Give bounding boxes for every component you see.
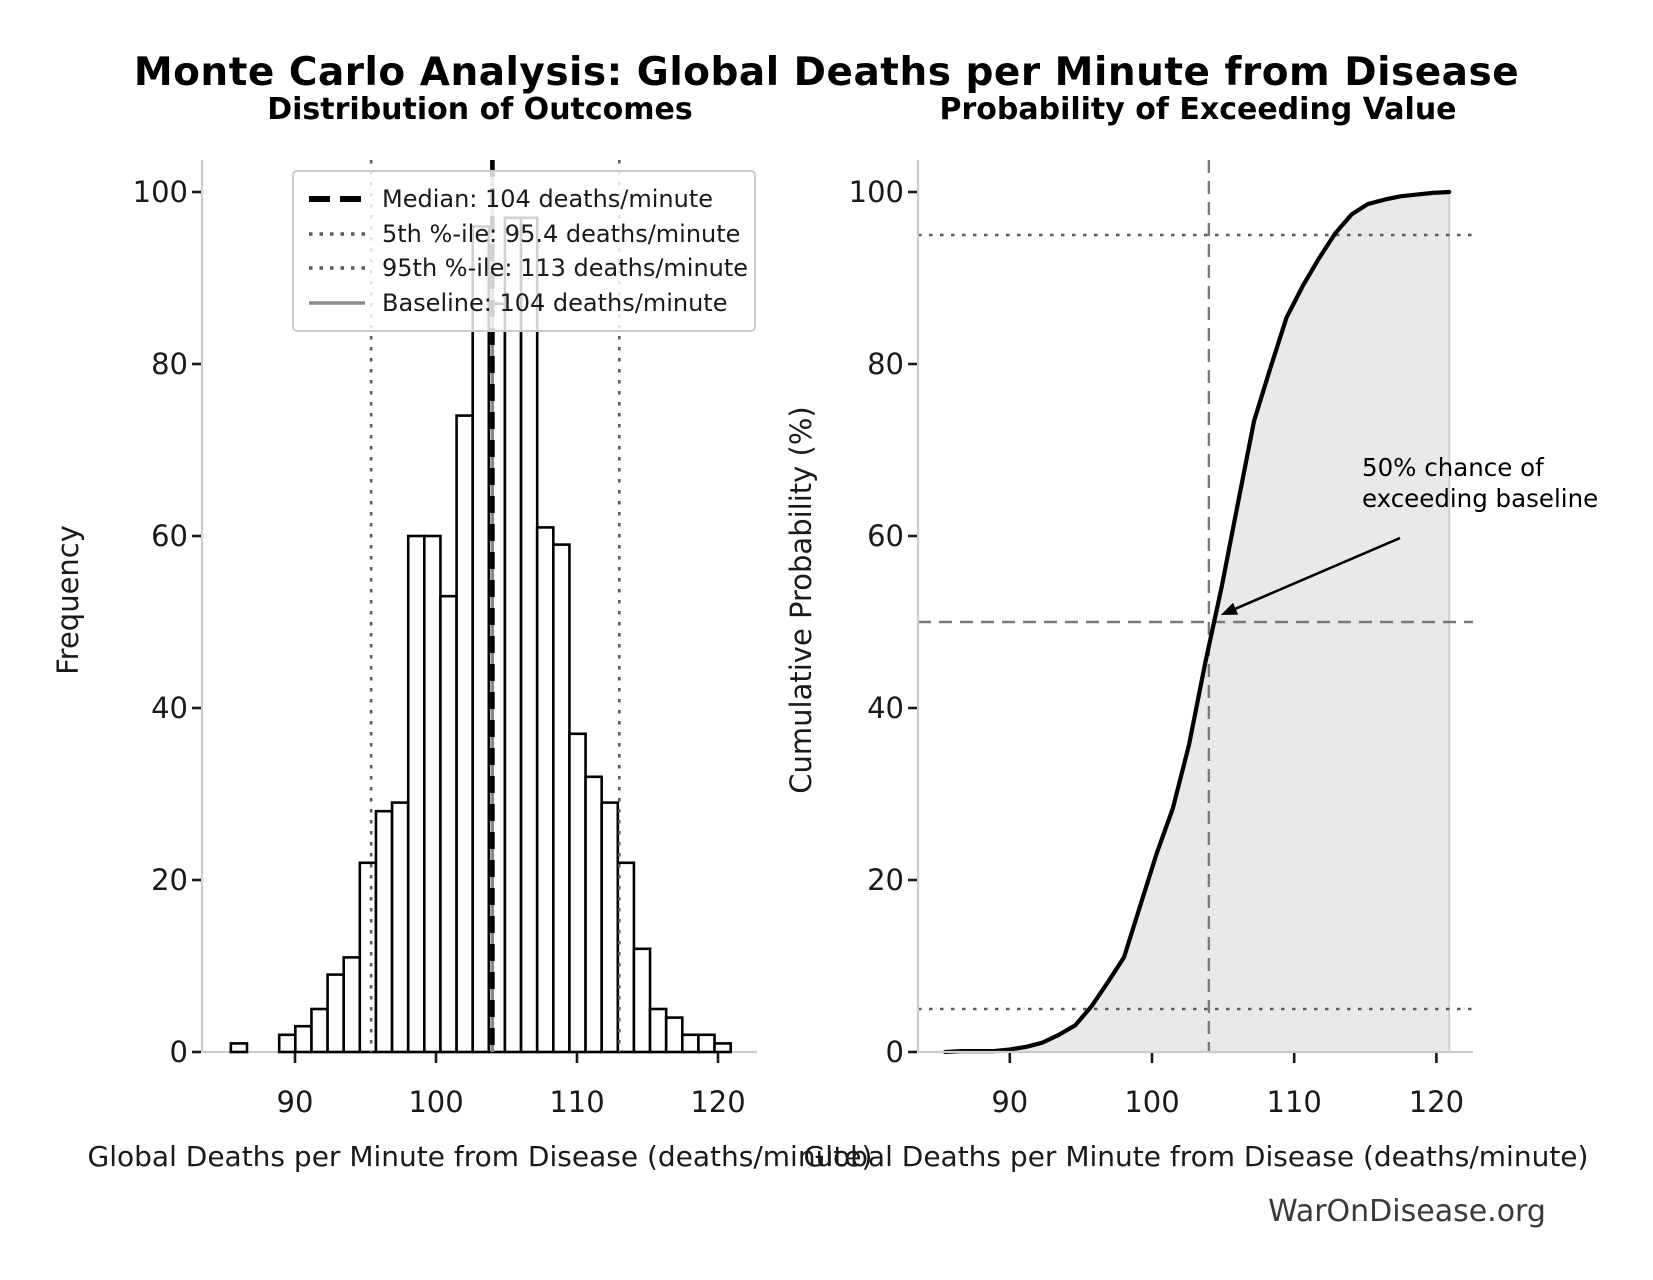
histogram-bar bbox=[440, 596, 456, 1052]
histogram-ylabel: Frequency bbox=[51, 525, 85, 675]
cdf-y-tick-label: 40 bbox=[867, 691, 904, 725]
hist-y-tick-label: 0 bbox=[169, 1035, 188, 1069]
histogram-bar bbox=[634, 949, 650, 1052]
histogram-bar bbox=[231, 1043, 247, 1052]
histogram-bar bbox=[279, 1035, 295, 1052]
histogram-bar bbox=[457, 416, 473, 1052]
histogram-bar bbox=[618, 863, 634, 1052]
hist-y-tick-label: 40 bbox=[151, 691, 188, 725]
hist-x-tick-label: 100 bbox=[408, 1085, 464, 1119]
median-line-sample-icon bbox=[308, 195, 366, 203]
cdf-x-tick-label: 110 bbox=[1266, 1085, 1322, 1119]
histogram-bar bbox=[311, 1009, 327, 1052]
histogram-legend bbox=[292, 170, 756, 332]
cdf-xlabel: Global Deaths per Minute from Disease (deaths/minute) bbox=[803, 1140, 1589, 1173]
histogram-bar bbox=[682, 1035, 698, 1052]
histogram-title: Distribution of Outcomes bbox=[267, 92, 693, 127]
hist-x-tick-label: 90 bbox=[276, 1085, 314, 1119]
legend-row-p95 bbox=[308, 251, 749, 286]
histogram-bar bbox=[553, 545, 569, 1052]
histogram-bar bbox=[650, 1009, 666, 1052]
histogram-bar bbox=[392, 803, 408, 1052]
cdf-y-tick-label: 100 bbox=[848, 175, 904, 209]
histogram-bar bbox=[586, 777, 602, 1052]
histogram-bar bbox=[537, 527, 553, 1052]
p5-line-sample-icon bbox=[308, 230, 366, 238]
source-watermark: WarOnDisease.org bbox=[1268, 1194, 1546, 1229]
annotation-line-1: 50% chance of bbox=[1362, 453, 1544, 482]
figure-title: Monte Carlo Analysis: Global Deaths per Minute from Disease bbox=[133, 50, 1520, 95]
histogram-bar bbox=[569, 734, 585, 1052]
histogram-bar bbox=[666, 1018, 682, 1052]
cdf-x-tick-label: 90 bbox=[991, 1085, 1029, 1119]
histogram-bar bbox=[376, 811, 392, 1052]
histogram-bar bbox=[360, 863, 376, 1052]
cdf-ylabel: Cumulative Probability (%) bbox=[784, 406, 818, 794]
legend-label-p5: 5th %-ile: 95.4 deaths/minute bbox=[382, 219, 741, 248]
histogram-bar bbox=[698, 1035, 714, 1052]
legend-label-median: Median: 104 deaths/minute bbox=[382, 185, 714, 214]
cdf-y-tick-label: 0 bbox=[885, 1035, 904, 1069]
cdf-title: Probability of Exceeding Value bbox=[939, 92, 1457, 127]
hist-y-tick-label: 80 bbox=[151, 347, 188, 381]
histogram-bar bbox=[295, 1026, 311, 1052]
histogram-bar bbox=[424, 536, 440, 1052]
legend-row-median bbox=[308, 182, 740, 217]
histogram-bar bbox=[408, 536, 424, 1052]
histogram-bar bbox=[473, 226, 489, 1052]
cdf-x-tick-label: 100 bbox=[1124, 1085, 1180, 1119]
histogram-bar bbox=[602, 803, 618, 1052]
legend-row-baseline bbox=[308, 286, 740, 321]
hist-x-tick-label: 110 bbox=[549, 1085, 605, 1119]
cdf-y-tick-label: 60 bbox=[867, 519, 904, 553]
cdf-y-tick-label: 20 bbox=[867, 863, 904, 897]
hist-y-tick-label: 100 bbox=[132, 175, 188, 209]
hist-x-tick-label: 120 bbox=[690, 1085, 746, 1119]
histogram-bar bbox=[715, 1043, 731, 1052]
histogram-xlabel: Global Deaths per Minute from Disease (deaths/minute) bbox=[87, 1140, 873, 1173]
histogram-bar bbox=[521, 218, 537, 1052]
legend-label-p95: 95th %-ile: 113 deaths/minute bbox=[382, 254, 749, 283]
p95-line-sample-icon bbox=[308, 264, 366, 272]
cdf-x-tick-label: 120 bbox=[1408, 1085, 1465, 1119]
legend-label-baseline: Baseline: 104 deaths/minute bbox=[382, 288, 728, 317]
hist-y-tick-label: 20 bbox=[151, 863, 188, 897]
histogram-bar bbox=[328, 975, 344, 1052]
cdf-annotation bbox=[1362, 452, 1598, 514]
baseline-line-sample-icon bbox=[308, 299, 366, 307]
histogram-bar bbox=[505, 218, 521, 1052]
cdf-y-tick-label: 80 bbox=[867, 347, 904, 381]
legend-row-p5 bbox=[308, 217, 740, 252]
annotation-line-2: exceeding baseline bbox=[1362, 484, 1599, 513]
histogram-bar bbox=[344, 957, 360, 1052]
hist-y-tick-label: 60 bbox=[151, 519, 188, 553]
